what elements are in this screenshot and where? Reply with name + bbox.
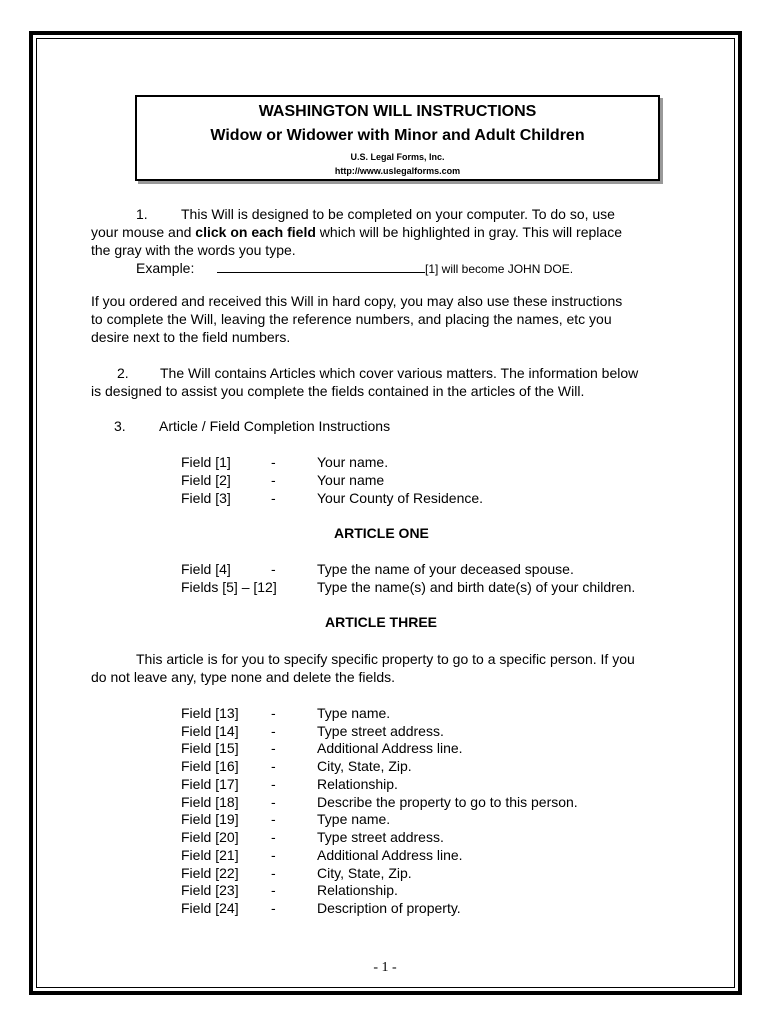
field-label: Field [13] [181, 705, 239, 721]
field-label: Field [19] [181, 811, 239, 827]
field-label: Field [17] [181, 776, 239, 792]
field-dash: - [271, 490, 276, 506]
field-label: Field [24] [181, 900, 239, 916]
publisher-name: U.S. Legal Forms, Inc. [350, 152, 445, 162]
field-dash: - [271, 829, 276, 845]
field-desc: Type the name of your deceased spouse. [317, 561, 574, 577]
field-dash: - [271, 794, 276, 810]
field-desc: Type the name(s) and birth date(s) of your children. [317, 579, 636, 595]
field-desc: City, State, Zip. [317, 865, 412, 881]
p1-line3: the gray with the words you type. [91, 242, 296, 258]
field-dash: - [271, 847, 276, 863]
p1-number: 1. [136, 206, 148, 222]
field-desc: Your County of Residence. [317, 490, 484, 506]
p1-line1: This Will is designed to be completed on your computer. To do so, use [181, 206, 615, 222]
article3-line1: This article is for you to specify specific property to go to a specific person. If you [136, 651, 635, 667]
field-desc: Relationship. [317, 882, 398, 898]
field-desc: Describe the property to go to this person. [317, 794, 578, 810]
field-label: Field [18] [181, 794, 239, 810]
p2-line1: The Will contains Articles which cover various matters. The information below [160, 365, 639, 381]
field-desc: Relationship. [317, 776, 398, 792]
field-dash: - [271, 758, 276, 774]
field-desc: Additional Address line. [317, 847, 463, 863]
article-one-heading: ARTICLE ONE [334, 525, 429, 541]
example-label: Example: [136, 260, 195, 276]
field-desc: Additional Address line. [317, 740, 463, 756]
field-desc: City, State, Zip. [317, 758, 412, 774]
field-dash: - [271, 900, 276, 916]
field-desc: Your name. [317, 454, 389, 470]
article-three-heading: ARTICLE THREE [325, 614, 437, 630]
field-desc: Type name. [317, 705, 391, 721]
field-dash: - [271, 705, 276, 721]
article3-line2: do not leave any, type none and delete the fields. [91, 669, 396, 685]
p2-number: 2. [117, 365, 129, 381]
field-dash: - [271, 865, 276, 881]
field-dash: - [271, 811, 276, 827]
field-label: Field [1] [181, 454, 231, 470]
title-box [135, 95, 660, 181]
example-blank [217, 259, 573, 278]
field-label: Field [21] [181, 847, 239, 863]
document-title: WASHINGTON WILL INSTRUCTIONS [258, 103, 537, 120]
example-suffix: [1] will become JOHN DOE. [425, 262, 574, 276]
document-subtitle: Widow or Widower with Minor and Adult Children [210, 127, 585, 144]
field-label: Field [4] [181, 561, 231, 577]
field-dash: - [271, 723, 276, 739]
field-dash: - [271, 740, 276, 756]
p1-line2-post: which will be highlighted in gray. This will replace [315, 224, 622, 240]
hardcopy-line3: desire next to the field numbers. [91, 329, 291, 345]
field-desc: Description of property. [317, 900, 461, 916]
field-label: Field [22] [181, 865, 239, 881]
field-label: Field [16] [181, 758, 239, 774]
field-desc: Type name. [317, 811, 391, 827]
p1-line2-pre: your mouse and [91, 224, 196, 240]
hardcopy-line2: to complete the Will, leaving the reference numbers, and placing the names, etc you [91, 311, 612, 327]
field-label: Field [23] [181, 882, 239, 898]
field-label: Field [15] [181, 740, 239, 756]
p2-line2: is designed to assist you complete the fields contained in the articles of the Will. [91, 383, 585, 399]
field-dash: - [271, 776, 276, 792]
field-dash: - [271, 561, 276, 577]
field-dash: - [271, 454, 276, 470]
page-number: - 1 - [373, 960, 397, 975]
field-label: Field [2] [181, 472, 231, 488]
p3-number: 3. [114, 418, 126, 434]
p1-line2 [91, 223, 622, 241]
field-label: Field [3] [181, 490, 231, 506]
field-label: Field [20] [181, 829, 239, 845]
field-desc: Your name [317, 472, 385, 488]
field-dash: - [271, 882, 276, 898]
p1-line2-bold: click on each field [195, 224, 316, 240]
publisher-url[interactable]: http://www.uslegalforms.com [334, 166, 461, 176]
p3-text: Article / Field Completion Instructions [159, 418, 391, 434]
field-dash: - [271, 472, 276, 488]
field-label: Fields [5] – [12] [181, 579, 277, 595]
field-desc: Type street address. [317, 829, 444, 845]
field-label: Field [14] [181, 723, 239, 739]
example-underline [217, 259, 425, 273]
hardcopy-line1: If you ordered and received this Will in hard copy, you may also use these instructions [91, 293, 623, 309]
field-desc: Type street address. [317, 723, 444, 739]
